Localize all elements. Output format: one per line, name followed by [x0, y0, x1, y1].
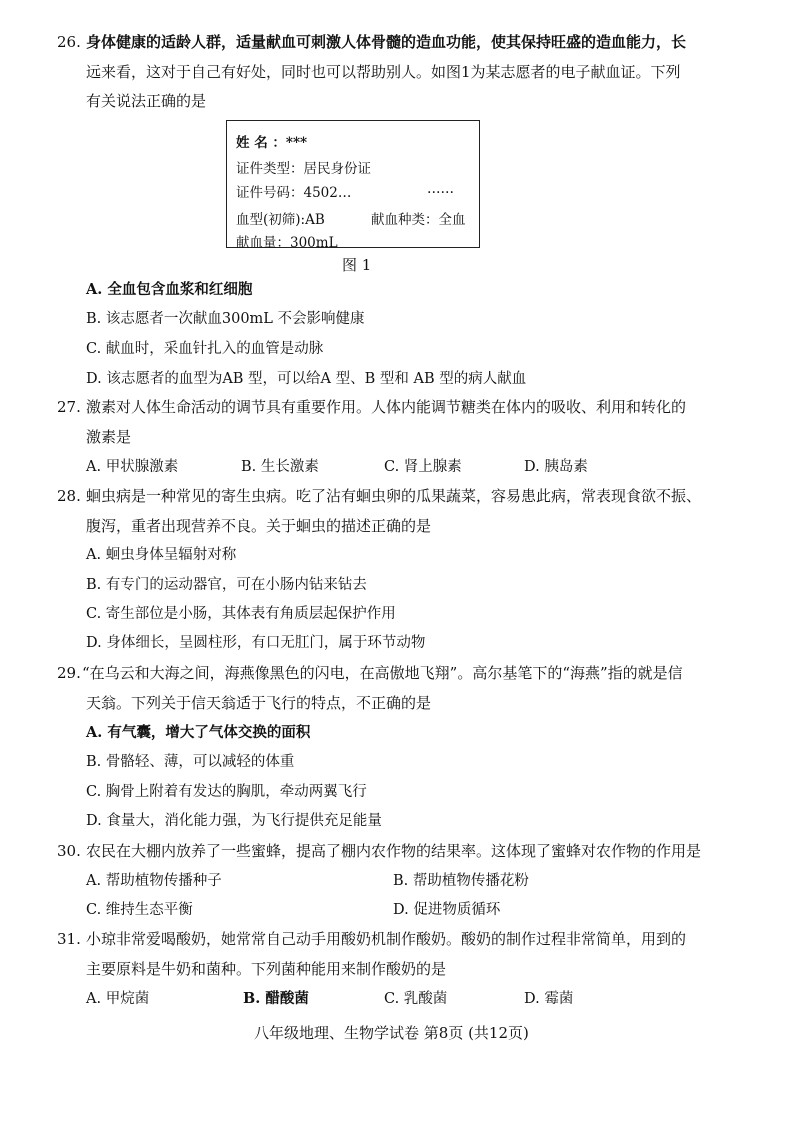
question-number: 27. [57, 398, 81, 416]
option-c: C. 肾上腺素 [384, 459, 462, 475]
card-donation-type: 献血种类：全血 [371, 212, 466, 228]
option-a: A. 有气囊，增大了气体交换的面积 [86, 724, 311, 741]
question-number: 28. [57, 487, 81, 505]
option-d: D. 食量大，消化能力强，为飞行提供充足能量 [86, 813, 382, 829]
blood-donation-certificate [226, 120, 480, 251]
question-text: 小琼非常爱喝酸奶，她常常自己动手用酸奶机制作酸奶。酸奶的制作过程非常简单，用到的 [86, 930, 687, 948]
option-b: B. 骨骼轻、薄，可以减轻的体重 [86, 754, 295, 770]
option-a: A. 帮助植物传播种子 [86, 873, 222, 889]
option-c: C. 乳酸菌 [384, 991, 448, 1007]
page-footer: 八年级地理、生物学试卷 第8页 (共12页) [254, 1024, 529, 1042]
option-d: D. 霉菌 [524, 991, 574, 1007]
question-text: 远来看，这对于自己有好处，同时也可以帮助别人。如图1为某志愿者的电子献血证。下列 [86, 63, 681, 81]
option-b: B. 有专门的运动器官，可在小肠内钻来钻去 [86, 577, 367, 593]
option-c: C. 寄生部位是小肠，其体表有角质层起保护作用 [86, 606, 396, 622]
option-a: A. 蛔虫身体呈辐射对称 [86, 547, 237, 563]
question-text: 有关说法正确的是 [86, 92, 207, 110]
option-d: D. 身体细长，呈圆柱形，有口无肛门，属于环节动物 [86, 635, 426, 651]
card-id-number: 证件号码：4502… [236, 185, 352, 201]
question-text: 主要原料是牛奶和菌种。下列菌种能用来制作酸奶的是 [86, 960, 447, 978]
option-d: D. 胰岛素 [524, 459, 588, 475]
question-text: 蛔虫病是一种常见的寄生虫病。吃了沾有蛔虫卵的瓜果蔬菜，容易患此病，常表现食欲不振、 [86, 487, 702, 505]
question-number: 30. [57, 842, 81, 860]
option-b: B. 醋酸菌 [243, 990, 309, 1007]
option-a: A. 全血包含血浆和红细胞 [86, 281, 253, 298]
card-id-type: 证件类型：居民身份证 [236, 161, 371, 177]
card-amount: 献血量：300mL [236, 235, 338, 251]
question-text: 激素是 [86, 428, 132, 446]
option-a: A. 甲状腺激素 [86, 459, 179, 475]
option-b: B. 生长激素 [241, 459, 319, 475]
question-text: 身体健康的适龄人群，适量献血可刺激人体骨髓的造血功能，使其保持旺盛的造血能力，长 [86, 33, 687, 51]
option-d: D. 该志愿者的血型为AB 型，可以给A 型、B 型和 AB 型的病人献血 [86, 371, 527, 387]
question-text: “在乌云和大海之间，海燕像黑色的闪电，在高傲地飞翔”。高尔基笔下的“海燕”指的就是信 [82, 664, 683, 682]
option-d: D. 促进物质循环 [393, 902, 501, 918]
card-name: 姓 名 ：*** [236, 135, 308, 151]
question-number: 29. [57, 664, 81, 682]
option-c: C. 胸骨上附着有发达的胸肌，牵动两翼飞行 [86, 784, 367, 800]
question-text: 农民在大棚内放养了一些蜜蜂，提高了棚内农作物的结果率。这体现了蜜蜂对农作物的作用是 [86, 842, 702, 860]
option-b: B. 帮助植物传播花粉 [393, 873, 529, 889]
question-number: 31. [57, 930, 81, 948]
card-blood-type: 血型(初筛):AB [236, 212, 325, 228]
option-a: A. 甲烷菌 [86, 991, 150, 1007]
question-text: 天翁。下列关于信天翁适于飞行的特点，不正确的是 [86, 694, 432, 712]
question-text: 腹泻，重者出现营养不良。关于蛔虫的描述正确的是 [86, 517, 432, 535]
figure-caption: 图 1 [342, 256, 372, 274]
option-c: C. 献血时，采血针扎入的血管是动脉 [86, 341, 324, 357]
card-id-more: …… [427, 181, 454, 197]
option-b: B. 该志愿者一次献血300mL 不会影响健康 [86, 311, 365, 327]
option-c: C. 维持生态平衡 [86, 902, 193, 918]
question-number: 26. [57, 33, 81, 51]
question-text: 激素对人体生命活动的调节具有重要作用。人体内能调节糖类在体内的吸收、利用和转化的 [86, 398, 687, 416]
